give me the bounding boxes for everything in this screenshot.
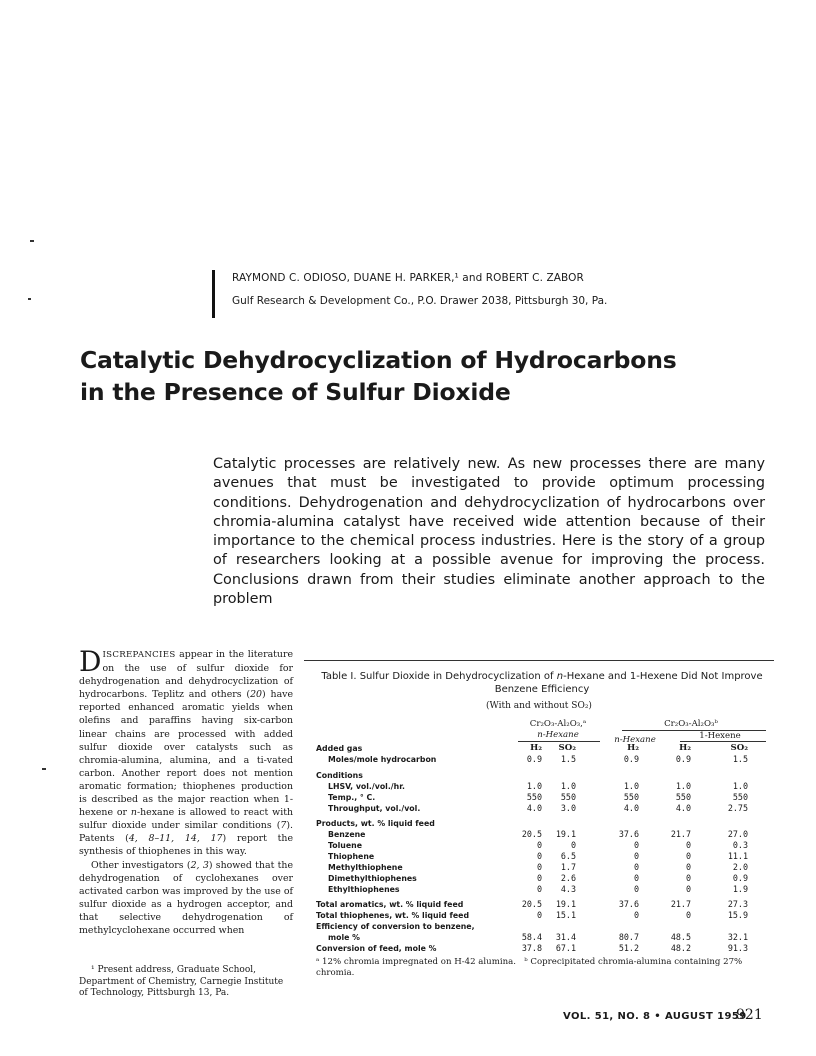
table-cell: 0 xyxy=(633,873,639,883)
table-cell: 0 xyxy=(633,910,639,920)
table-row xyxy=(316,862,768,873)
table-cell: 2.0 xyxy=(732,862,748,872)
table-row xyxy=(316,943,768,954)
row-label: mole % xyxy=(328,933,360,942)
table-row xyxy=(316,754,768,765)
table-row xyxy=(316,770,768,781)
col-head: H₂ xyxy=(679,743,691,753)
table-cell: 550 xyxy=(526,792,542,802)
table-row xyxy=(316,792,768,803)
table-cell: 1.0 xyxy=(526,781,542,791)
table-cell: 19.1 xyxy=(555,829,576,839)
row-label: Ethylthiophenes xyxy=(328,885,400,894)
body-text: ). Patents ( xyxy=(79,820,293,845)
table-note-b: ᵇ Coprecipitated chromia-alumina containing 27% chromia. xyxy=(316,957,743,979)
table-row xyxy=(316,884,768,895)
table-cell: 0.9 xyxy=(732,873,748,883)
table-cell: 0.9 xyxy=(623,754,639,764)
body-text: ) showed that the dehydrogenation of cyclohexanes over activated carbon was improved by the use of sulfur dioxide as a hydrogen acceptor, and that selective dehydrogenation of methylcyclohexane occurred when xyxy=(79,859,294,936)
table-cell: 1.0 xyxy=(675,781,691,791)
table-cell: 48.2 xyxy=(670,943,691,953)
body-text: ) have reported enhanced aromatic yields when olefins and paraffins having six-carbon linear chains are processed with added sulfur dioxide over catalysts such as chromia-alumina, alumina, and a ti-vated carbon. Another report does not mention aromatic formation; thiophenes production is described as the major reaction when 1-hexene or xyxy=(79,689,294,819)
table-cell: 550 xyxy=(732,792,748,802)
table-cell: 21.7 xyxy=(670,829,691,839)
row-label: Toluene xyxy=(328,841,362,850)
body-text: -hexane is allowed to react with sulfur dioxide under similar conditions ( xyxy=(79,807,294,832)
row-label: Dimethylthiophenes xyxy=(328,874,417,883)
row-label: Benzene xyxy=(328,830,366,839)
table-cell: 0 xyxy=(536,840,542,850)
abstract: Catalytic processes are relatively new. As new processes there are many avenues that must be investigated to provide optimum processing conditions. Dehydrogenation and dehydrocyclization of hydrocarbons over chromia-alumina catalyst have received wide attention because of their importance to the chemical process industries. Here is the story of a group of researchers looking at a possible avenue for improving the process. Conclusions drawn from their studies eliminate another approach to the problem xyxy=(213,456,765,608)
table-cell: 0 xyxy=(685,884,691,894)
added-gas-label: Added gas xyxy=(316,744,363,753)
table-cell: 20.5 xyxy=(521,899,542,909)
group-header-2b: 1-Hexene xyxy=(699,731,741,741)
table-cell: 1.7 xyxy=(560,862,576,872)
table-cell: 21.7 xyxy=(670,899,691,909)
table-cell: 0 xyxy=(685,910,691,920)
table-cell: 0.9 xyxy=(675,754,691,764)
table-cell: 4.3 xyxy=(560,884,576,894)
footnote: ¹ Present address, Graduate School, Department of Chemistry, Carnegie Institute of Technology, Pittsburgh 13, Pa. xyxy=(79,965,284,998)
table-cell: 48.5 xyxy=(670,932,691,942)
article-title xyxy=(80,344,677,408)
table-cell: 51.2 xyxy=(618,943,639,953)
row-label: Efficiency of conversion to benzene, xyxy=(316,922,475,931)
citation: 20 xyxy=(250,689,263,701)
table-cell: 37.6 xyxy=(618,829,639,839)
table-cell: 20.5 xyxy=(521,829,542,839)
table-cell: 15.1 xyxy=(555,910,576,920)
table-cell: 0 xyxy=(633,840,639,850)
table-row xyxy=(316,840,768,851)
table-row xyxy=(316,899,768,910)
row-label: Moles/mole hydrocarbon xyxy=(328,755,437,764)
table-cell: 0 xyxy=(685,862,691,872)
table-cell: 0 xyxy=(633,884,639,894)
drop-cap: D xyxy=(79,645,102,678)
scan-mark xyxy=(42,768,46,770)
italic-n: n xyxy=(130,807,137,819)
table-cell: 1.0 xyxy=(623,781,639,791)
body-paragraph xyxy=(79,859,293,938)
col-head: H₂ xyxy=(627,743,639,753)
scan-mark xyxy=(28,298,31,300)
author-list: RAYMOND C. ODIOSO, DUANE H. PARKER,¹ and ROBERT C. ZABOR xyxy=(232,272,584,284)
group-2b-rule xyxy=(680,741,766,742)
body-text: appear in the literature on the use of sulfur dioxide for dehydrogenation and dehydrocyclization of hydrocarbons. Teplitz and others ( xyxy=(79,649,293,701)
table-row xyxy=(316,910,768,921)
col-head: H₂ xyxy=(530,743,542,753)
table-cell: 550 xyxy=(675,792,691,802)
table-cell: 2.6 xyxy=(560,873,576,883)
group-header-1: Cr₂O₃-Al₂O₃,ᵃ xyxy=(529,719,587,729)
table-cell: 0 xyxy=(536,862,542,872)
row-label: Products, wt. % liquid feed xyxy=(316,819,435,828)
body-paragraph xyxy=(79,645,294,859)
issue-info: VOL. 51, NO. 8 • AUGUST 1959 xyxy=(563,1011,747,1022)
table-cell: 27.0 xyxy=(727,829,748,839)
citation: 2, 3 xyxy=(190,859,209,871)
table-subcaption: (With and without SO₂) xyxy=(486,701,592,711)
page-number: 921 xyxy=(736,1007,763,1023)
citation: 4, 8–11, 14, 17 xyxy=(128,833,223,845)
table-cell: 19.1 xyxy=(555,899,576,909)
table-cell: 4.0 xyxy=(675,803,691,813)
col-head: SO₂ xyxy=(730,743,748,753)
row-label: Total thiophenes, wt. % liquid feed xyxy=(316,911,470,920)
table-cell: 37.8 xyxy=(521,943,542,953)
table-cell: 11.1 xyxy=(727,851,748,861)
table-notes xyxy=(316,957,768,980)
table-cell: 80.7 xyxy=(618,932,639,942)
table-note-a: ᵃ 12% chromia impregnated on H-42 alumina. xyxy=(316,957,516,967)
col-head: SO₂ xyxy=(558,743,576,753)
table-cell: 4.0 xyxy=(623,803,639,813)
scan-mark xyxy=(30,240,34,242)
table-cell: 15.9 xyxy=(727,910,748,920)
row-label: Methylthiophene xyxy=(328,863,403,872)
caption-text: -Hexane and 1-Hexene Did Not Improve Benzene Efficiency xyxy=(494,671,763,695)
table-cell: 4.0 xyxy=(526,803,542,813)
table-cell: 0.3 xyxy=(732,840,748,850)
group-header-2a: n-Hexane xyxy=(614,735,656,745)
table-row xyxy=(316,921,768,932)
table-cell: 67.1 xyxy=(555,943,576,953)
table-cell: 91.3 xyxy=(727,943,748,953)
group-header-1-sub: n-Hexane xyxy=(537,730,579,740)
table-cell: 1.0 xyxy=(732,781,748,791)
row-label: Total aromatics, wt. % liquid feed xyxy=(316,900,464,909)
table-row xyxy=(316,932,768,943)
title-line-2: in the Presence of Sulfur Dioxide xyxy=(80,378,511,406)
table-cell: 0 xyxy=(685,873,691,883)
table-cell: 6.5 xyxy=(560,851,576,861)
table-cell: 0 xyxy=(685,851,691,861)
table-cell: 0 xyxy=(536,851,542,861)
row-label: Throughput, vol./vol. xyxy=(328,804,421,813)
table-cell: 0.9 xyxy=(526,754,542,764)
title-line-1: Catalytic Dehydrocyclization of Hydrocarbons xyxy=(80,346,677,374)
row-label: LHSV, vol./vol./hr. xyxy=(328,782,405,791)
citation: 7 xyxy=(280,820,287,832)
table-cell: 550 xyxy=(623,792,639,802)
body-text: ) report the synthesis of thiophenes in this way. xyxy=(79,833,293,858)
table-cell: 0 xyxy=(536,873,542,883)
table-header-row xyxy=(316,743,768,754)
table-row xyxy=(316,781,768,792)
table-row xyxy=(316,851,768,862)
table-cell: 1.9 xyxy=(732,884,748,894)
table-cell: 0 xyxy=(536,884,542,894)
table-cell: 2.75 xyxy=(727,803,748,813)
group-1-rule xyxy=(518,741,600,742)
table-cell: 0 xyxy=(633,851,639,861)
row-label: Thiophene xyxy=(328,852,375,861)
table-cell: 1.0 xyxy=(560,781,576,791)
table-cell: 58.4 xyxy=(521,932,542,942)
body-text: Other investigators ( xyxy=(91,859,191,871)
caption-text: Table I. Sulfur Dioxide in Dehydrocyclization of xyxy=(321,671,557,682)
table-row xyxy=(316,873,768,884)
table-cell: 37.6 xyxy=(618,899,639,909)
opening-smallcaps: ISCREPANCIES xyxy=(102,650,176,660)
table-cell: 32.1 xyxy=(727,932,748,942)
row-label: Conversion of feed, mole % xyxy=(316,944,437,953)
table-cell: 0 xyxy=(633,862,639,872)
table-cell: 0 xyxy=(685,840,691,850)
table-cell: 3.0 xyxy=(560,803,576,813)
table-cell: 550 xyxy=(560,792,576,802)
author-rule xyxy=(212,270,215,318)
italic-n: n xyxy=(556,671,564,682)
table-row xyxy=(316,818,768,829)
row-label: Temp., ° C. xyxy=(328,793,376,802)
table-cell: 0 xyxy=(536,910,542,920)
table-cell: 31.4 xyxy=(555,932,576,942)
table-cell: 27.3 xyxy=(727,899,748,909)
group-header-2: Cr₂O₃-Al₂O₃ᵇ xyxy=(664,719,718,729)
row-label: Conditions xyxy=(316,771,363,780)
table-cell: 0 xyxy=(570,840,576,850)
table-row xyxy=(316,803,768,814)
table-cell: 1.5 xyxy=(732,754,748,764)
affiliation: Gulf Research & Development Co., P.O. Drawer 2038, Pittsburgh 30, Pa. xyxy=(232,295,608,307)
table-caption xyxy=(316,671,768,696)
body-column xyxy=(79,645,294,937)
table-row xyxy=(316,829,768,840)
table-cell: 1.5 xyxy=(560,754,576,764)
